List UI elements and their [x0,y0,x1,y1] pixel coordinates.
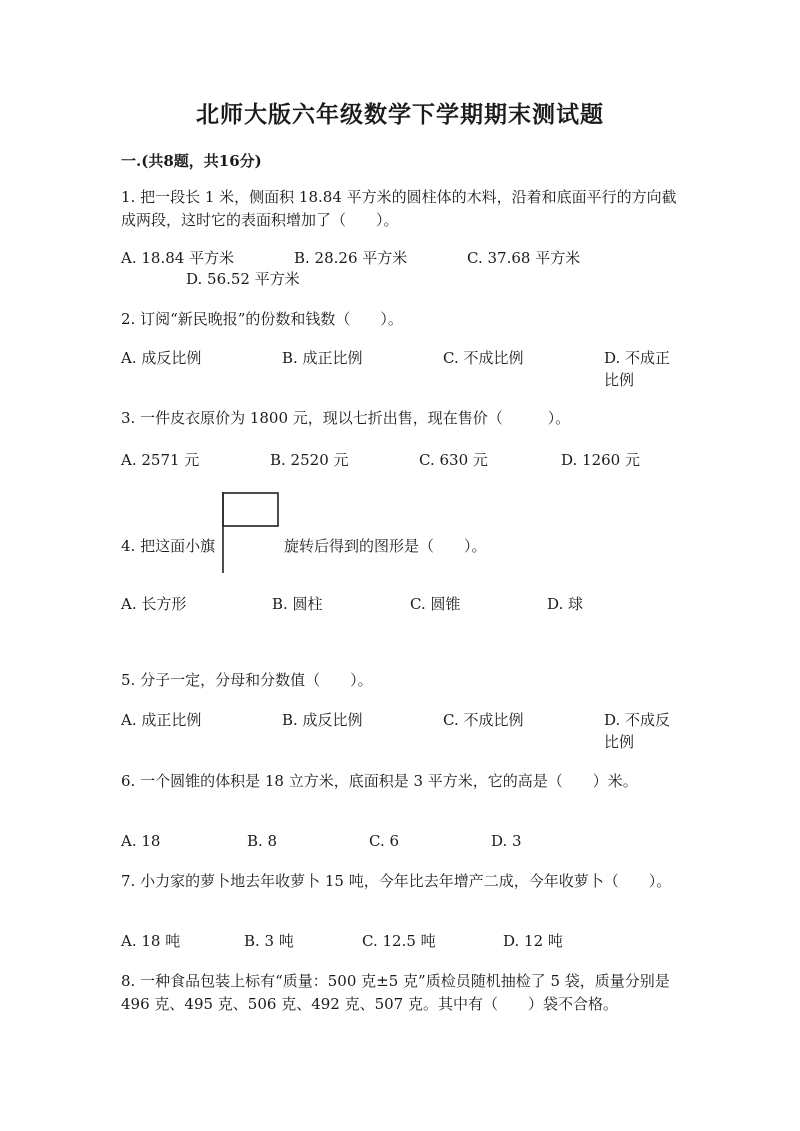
page-title: 北师大版六年级数学下学期期末测试题 [196,101,604,128]
q1-option-a[interactable]: A. 18.84 平方米 [121,249,235,267]
question-5: 5. 分子一定，分母和分数值（ ）。 [121,671,373,689]
q4-option-d[interactable]: D. 球 [547,595,584,613]
q3-option-c[interactable]: C. 630 元 [419,451,488,469]
q2-option-d-label: D. 不成正比例 [604,349,671,389]
q2-option-c[interactable]: C. 不成比例 [443,349,524,367]
question-2: 2. 订阅“新民晚报”的份数和钱数（ ）。 [121,310,403,328]
q1-option-c[interactable]: C. 37.68 平方米 [467,249,581,267]
q4-option-c[interactable]: C. 圆锥 [410,595,461,613]
flag-figure [222,492,280,574]
q5-option-c[interactable]: C. 不成比例 [443,711,524,729]
section-heading: 一.(共8题，共16分) [121,152,262,170]
q7-option-a[interactable]: A. 18 吨 [121,932,181,950]
q5-option-d-label: D. 不成反比例 [604,711,671,751]
q5-option-a[interactable]: A. 成正比例 [121,711,202,729]
q1-option-d[interactable]: D. 56.52 平方米 [186,270,300,288]
question-1: 1. 把一段长 1 米，侧面积 18.84 平方米的圆柱体的木料，沿着和底面平行的方向截成两段，这时它的表面积增加了（ ）。 [121,188,677,229]
q4-option-a[interactable]: A. 长方形 [121,595,187,613]
q6-option-b[interactable]: B. 8 [247,832,278,850]
q3-option-b[interactable]: B. 2520 元 [270,451,349,469]
question-7: 7. 小力家的萝卜地去年收萝卜 15 吨，今年比去年增产二成，今年收萝卜（ ）。 [121,872,672,890]
q2-option-b[interactable]: B. 成正比例 [282,349,363,367]
q6-option-a[interactable]: A. 18 [121,832,161,850]
q7-option-b[interactable]: B. 3 吨 [244,932,294,950]
q4-option-b[interactable]: B. 圆柱 [272,595,323,613]
q6-option-d[interactable]: D. 3 [491,832,522,850]
q7-option-c[interactable]: C. 12.5 吨 [362,932,436,950]
question-4-after: 旋转后得到的图形是（ ）。 [284,537,487,555]
question-8: 8. 一种食品包装上标有“质量：500 克±5 克”质检员随机抽检了 5 袋，质量分别是 496 克、495 克、506 克、492 克、507 克。其中有（ ）袋不合格。 [121,972,670,1013]
q5-option-d[interactable] [604,709,674,753]
q3-option-d[interactable]: D. 1260 元 [561,451,640,469]
question-3: 3. 一件皮衣原价为 1800 元，现以七折出售，现在售价（ ）。 [121,409,571,427]
question-6: 6. 一个圆锥的体积是 18 立方米，底面积是 3 平方米，它的高是（ ）米。 [121,772,638,790]
flag-icon [222,492,280,574]
question-4-before: 4. 把这面小旗 [121,537,216,555]
q5-option-b[interactable]: B. 成反比例 [282,711,363,729]
q3-option-a[interactable]: A. 2571 元 [121,451,200,469]
q2-option-d[interactable] [604,347,674,391]
q7-option-d[interactable]: D. 12 吨 [503,932,563,950]
q2-option-a[interactable]: A. 成反比例 [121,349,202,367]
q1-option-b[interactable]: B. 28.26 平方米 [294,249,408,267]
q6-option-c[interactable]: C. 6 [369,832,400,850]
